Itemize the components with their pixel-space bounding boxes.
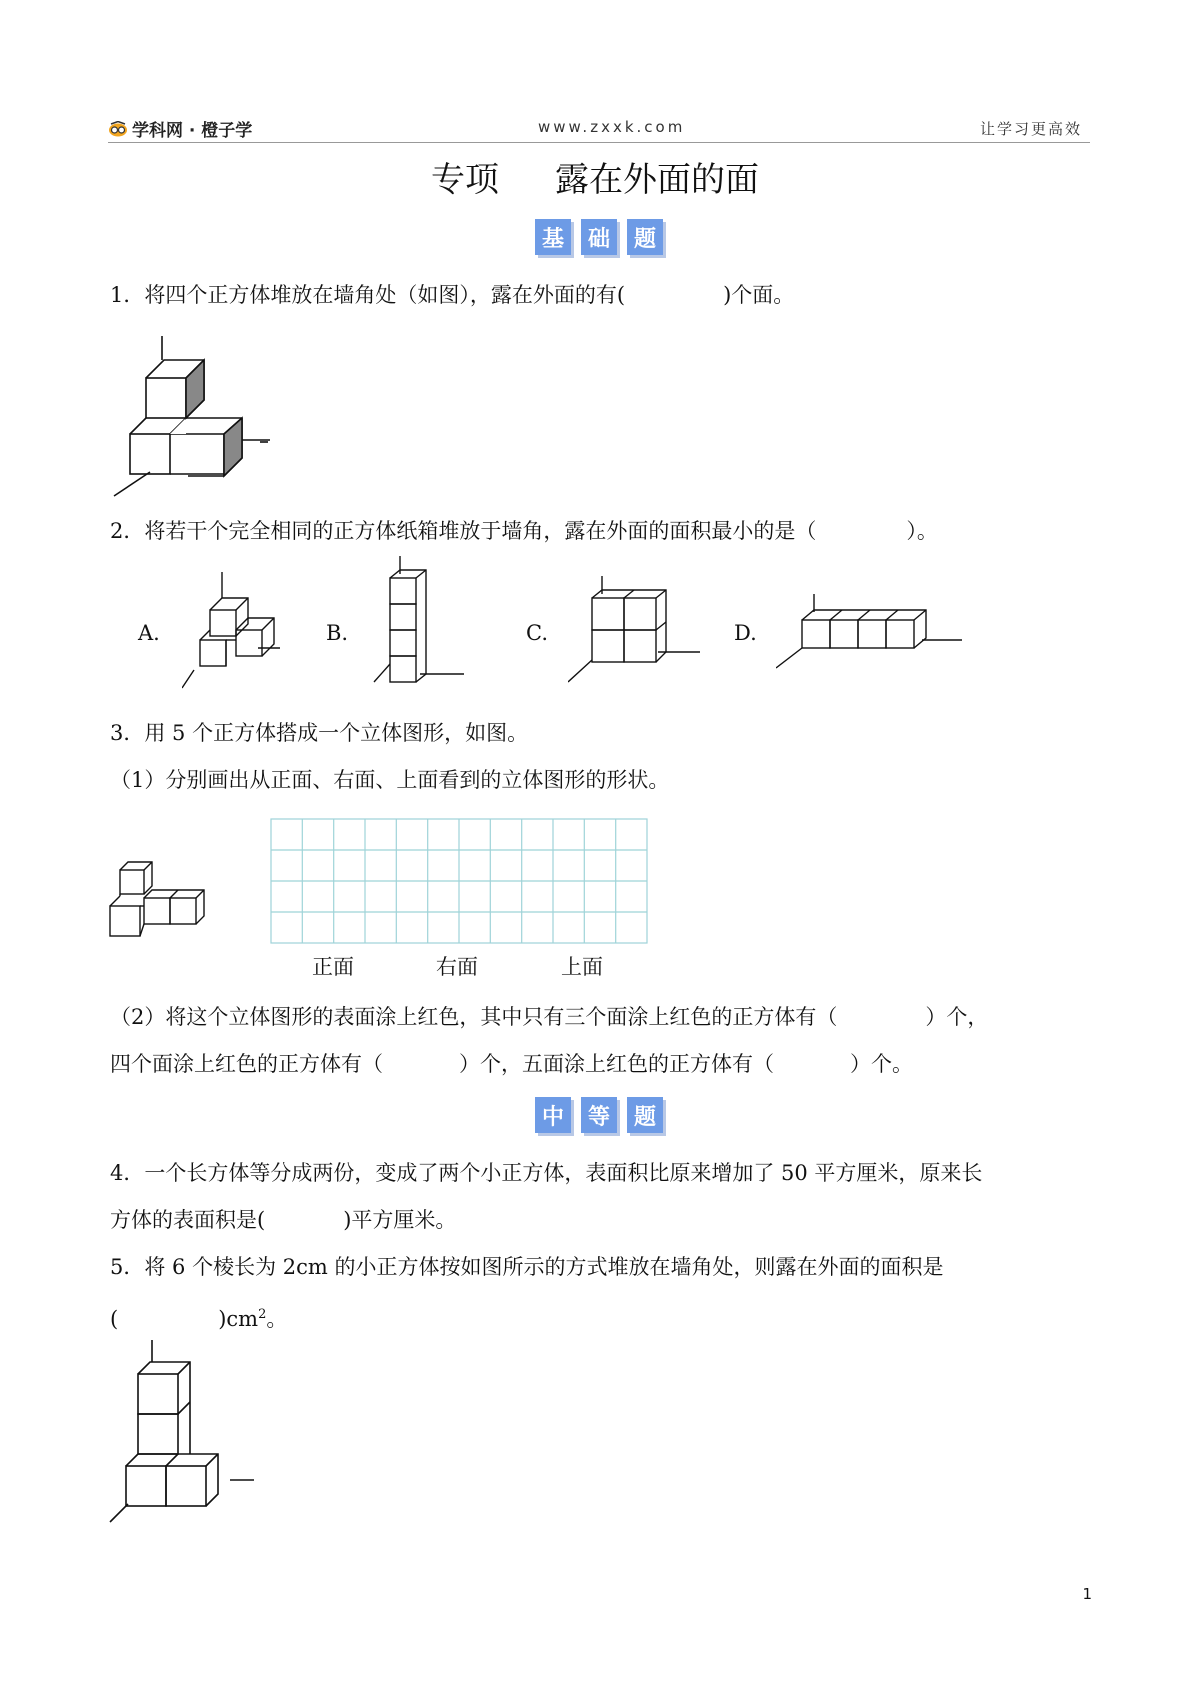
question-5-line2: ( )$cm^2$。 [110, 1307, 288, 1331]
section-badge-basic [535, 219, 663, 255]
badge-char: 中 [535, 1097, 571, 1133]
option-c-figure[interactable] [568, 576, 708, 686]
question-2: 2．将若干个完全相同的正方体纸箱堆放于墙角，露在外面的面积最小的是（ ）。 [110, 519, 938, 543]
drawing-grid[interactable] [270, 818, 650, 946]
question-3-stem: 3．用 5 个正方体搭成一个立体图形，如图。 [110, 721, 529, 745]
question-5-line1: 5．将 6 个棱长为 2cm 的小正方体按如图所示的方式堆放在墙角处，则露在外面的面积是 [110, 1255, 944, 1279]
option-b-label[interactable]: B. [326, 621, 349, 645]
badge-char: 基 [535, 219, 571, 255]
grid-label-front: 正面 [312, 955, 354, 979]
logo-text: 学科网 · 橙子学 [132, 121, 253, 141]
page-number: 1 [1082, 1585, 1092, 1603]
q3-cube-figure [108, 860, 214, 940]
option-a-label[interactable]: A. [138, 621, 160, 645]
badge-char: 题 [627, 219, 663, 255]
badge-char: 础 [581, 219, 617, 255]
question-3-part1: （1）分别画出从正面、右面、上面看到的立体图形的形状。 [110, 768, 670, 792]
page-title: 专项 露在外面的面 [431, 160, 759, 200]
question-4-line2: 方体的表面积是( )平方厘米。 [110, 1208, 457, 1232]
header-divider [108, 142, 1090, 143]
header-url[interactable]: www.zxxk.com [538, 118, 686, 136]
option-a-figure[interactable] [182, 572, 286, 692]
question-3-part2-line1: （2）将这个立体图形的表面涂上红色，其中只有三个面涂上红色的正方体有（ ）个， [110, 1005, 989, 1029]
header-slogan: 让学习更高效 [980, 120, 1083, 138]
question-3-part2-line2: 四个面涂上红色的正方体有（ ）个，五面涂上红色的正方体有（ ）个。 [110, 1052, 913, 1076]
section-badge-medium [535, 1097, 663, 1133]
q1-cube-figure [100, 330, 280, 500]
logo-owl-icon [108, 121, 128, 137]
question-1: 1．将四个正方体堆放在墙角处（如图），露在外面的有( )个面。 [110, 283, 795, 307]
site-logo [108, 116, 252, 141]
option-b-figure[interactable] [360, 556, 470, 686]
badge-char: 题 [627, 1097, 663, 1133]
question-4-line1: 4．一个长方体等分成两份，变成了两个小正方体，表面积比原来增加了 50 平方厘米，原来长 [110, 1161, 983, 1185]
option-d-label[interactable]: D. [734, 621, 757, 645]
q5-cube-figure [100, 1340, 260, 1530]
grid-label-top: 上面 [561, 955, 603, 979]
option-c-label[interactable]: C. [526, 621, 548, 645]
badge-char: 等 [581, 1097, 617, 1133]
grid-label-right: 右面 [436, 955, 478, 979]
option-d-figure[interactable] [776, 594, 966, 674]
